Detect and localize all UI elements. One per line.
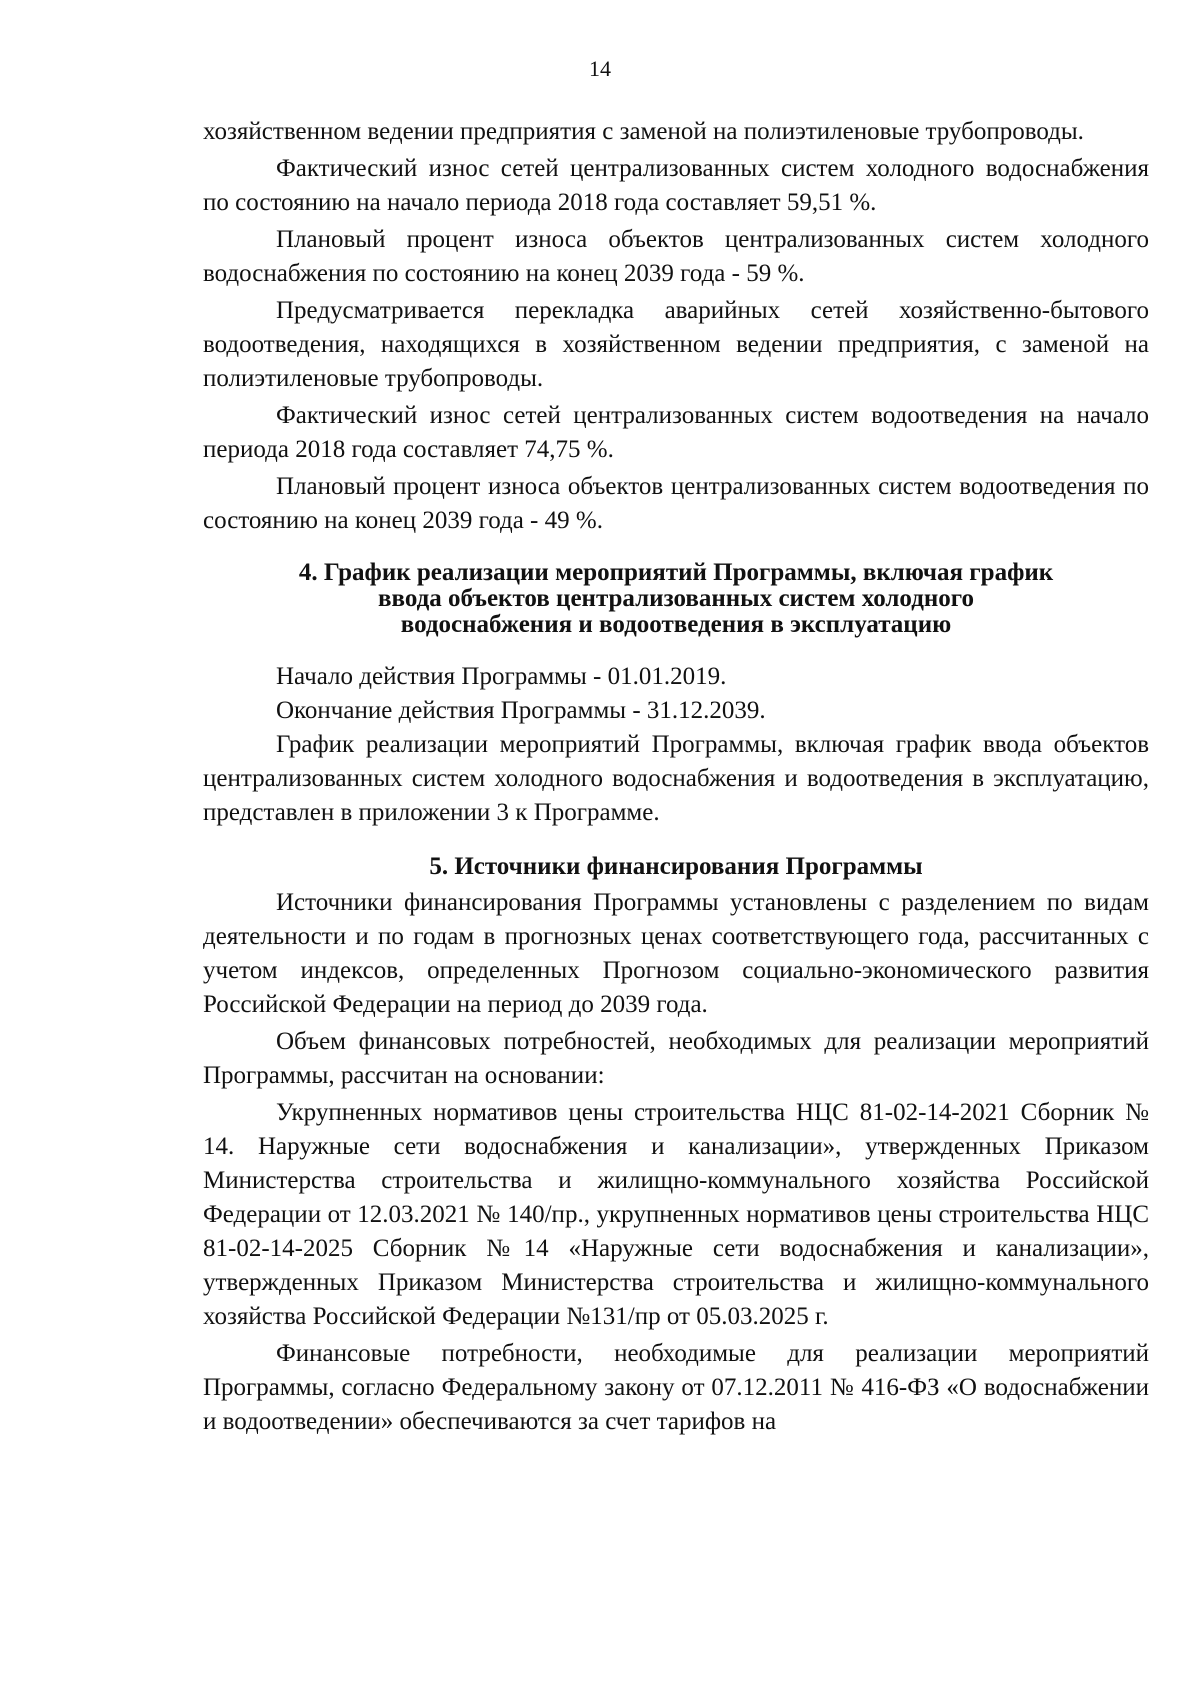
paragraph-sewer-planned-wear: Плановый процент износа объектов централизованных систем водоотведения по состоянию на конец 2039 года - 49 %.	[203, 473, 1149, 534]
paragraph-funding-tariffs: Финансовые потребности, необходимые для реализации мероприятий Программы, согласно Федеральному закону от 07.12.2011 № 416-ФЗ «О водоснабжении и водоотведении» обеспечиваются за счет тарифов на	[203, 1340, 1149, 1435]
paragraph-schedule-appendix: График реализации мероприятий Программы, включая график ввода объектов централизованных систем холодного водоснабжения и водоотведения в эксплуатацию, представлен в приложении 3 к Программе.	[203, 731, 1149, 826]
paragraph-water-supply-planned-wear: Плановый процент износа объектов централизованных систем холодного водоснабжения по состоянию на конец 2039 года - 59 %.	[203, 226, 1149, 287]
section-5-heading: 5. Источники финансирования Программы	[429, 853, 923, 880]
paragraph-program-start: Начало действия Программы - 01.01.2019.	[276, 663, 727, 690]
section-4-heading-line: ввода объектов централизованных систем холодного	[378, 585, 974, 612]
paragraph-program-end: Окончание действия Программы - 31.12.2039.	[276, 697, 766, 724]
paragraph-water-supply-wear: Фактический износ сетей централизованных систем холодного водоснабжения по состоянию на начало периода 2018 года составляет 59,51 %.	[203, 155, 1149, 216]
paragraph-sewer-relaying: Предусматривается перекладка аварийных сетей хозяйственно-бытового водоотведения, находящихся в хозяйственном ведении предприятия, с заменой на полиэтиленовые трубопроводы.	[203, 297, 1149, 392]
paragraph-funding-sources: Источники финансирования Программы установлены с разделением по видам деятельности и по годам в прогнозных ценах соответствующего года, рассчитанных с учетом индексов, определенных Прогнозом социально-экономического развития Российской Федерации на период до 2039 года.	[203, 889, 1149, 1018]
paragraph-continuation: хозяйственном ведении предприятия с заменой на полиэтиленовые трубопроводы.	[203, 118, 1084, 145]
section-4-heading-line: 4. График реализации мероприятий Программы, включая график	[298, 559, 1054, 586]
paragraph-cost-standards: Укрупненных нормативов цены строительства НЦС 81-02-14-2021 Сборник № 14. Наружные сети водоснабжения и канализации», утвержденных Приказом Министерства строительства и жилищно-коммунального хозяйства Российской Федерации от 12.03.2021 № 140/пр., укрупненных нормативов цены строительства НЦС 81-02-14-2025 Сборник №14 «Наружные сети водоснабжения и канализации», утвержденных Приказом Министерства строительства и жилищно-коммунального хозяйства Российской Федерации №131/пр от 05.03.2025 г.	[203, 1099, 1149, 1330]
section-4-heading	[203, 560, 1149, 638]
paragraph-sewer-wear: Фактический износ сетей централизованных систем водоотведения на начало периода 2018 года составляет 74,75 %.	[203, 402, 1149, 463]
section-4-heading-line: водоснабжения и водоотведения в эксплуатацию	[400, 611, 952, 638]
paragraph-funding-volume: Объем финансовых потребностей, необходимых для реализации мероприятий Программы, рассчитан на основании:	[203, 1028, 1149, 1089]
document-body	[203, 115, 1149, 1442]
page-number: 14	[589, 56, 611, 81]
